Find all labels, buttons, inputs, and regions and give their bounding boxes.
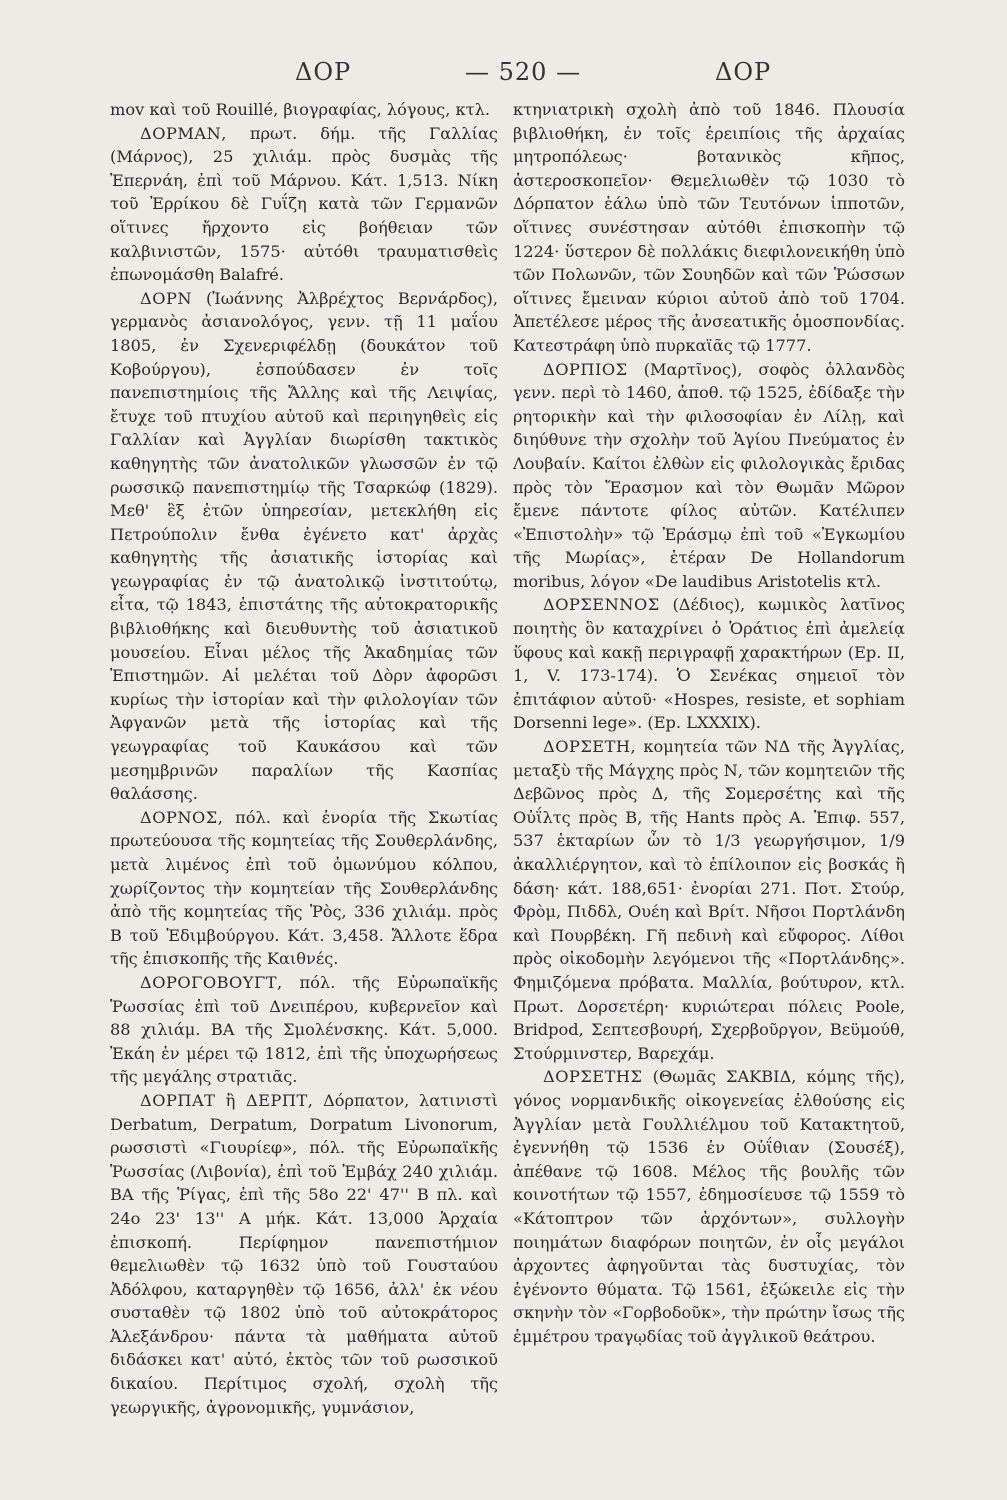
entry-continuation [110,98,498,122]
entry-dorseti [513,735,905,1065]
entry-headword: ΔΟΡΣΕΝΝΟΣ [543,595,660,615]
entry-text: mov καὶ τοῦ Rouillé, βιογραφίας, λόγους, κτλ. [110,100,491,119]
entry-text: (Ἰωάννης Ἀλβρέχτος Βερνάρδος), γερμανὸς ἀσιανολόγος, γενν. τῇ 11 μαΐου 1805, ἐν Σχενεριφέλδῃ (δουκάτον τοῦ Κοβούργου), ἐσπούδασεν ἐν τοῖς πανεπιστημίοις τῆς Ἄλλης καὶ τῆς Λειψίας, ἔτυχε τοῦ πτυχίου αὐτοῦ καὶ περιηγηθεὶς εἰς Γαλλίαν καὶ Ἀγγλίαν διωρίσθη τακτικὸς καθηγητὴς τῶν ἀνατολικῶν γλωσσῶν ἐν τῷ ρωσσικῷ πανεπιστημίῳ τῆς Τσαρκώφ (1829). Μεθ' ἓξ ἐτῶν ὑπηρεσίαν, μετεκλήθη εἰς Πετρούπολιν ἔνθα ἐγένετο κατ' ἀρχὰς καθηγητὴς τῆς ἀσιατικῆς ἱστορίας καὶ γεωγραφίας ἐν τῷ ἀνατολικῷ ἰνστιτούτῳ, εἶτα, τῷ 1843, ἐπιστάτης τῆς αὐτοκρατορικῆς βιβλιοθήκης καὶ διευθυντὴς τοῦ ἀσιατικοῦ μουσείου. Εἶναι μέλος τῆς Ἀκαδημίας τῶν Ἐπιστημῶν. Αἱ μελέται τοῦ Δὸρν ἀφορῶσι κυρίως τὴν ἱστορίαν καὶ τὴν φιλολογίαν τῶν Ἀφγανῶν μετὰ τῆς ἱστορίας καὶ τῆς γεωγραφίας τοῦ Καυκάσου καὶ τῶν μεσημβρινῶν παραλίων τῆς Κασπίας θαλάσσης. [110,288,498,804]
entry-headword: ΔΟΡΜΑΝ, [140,123,227,143]
entry-text: Δόρπατον, λατινιστὶ Derbatum, Derpatum, Dorpatum Livonorum, ρωσσιστὶ «Γιουρίεφ», πόλ. τῆς Εὐρωπαϊκῆς Ῥωσσίας (Λιβονία), ἐπὶ τοῦ Ἐμβάχ 240 χιλιάμ. ΒΑ τῆς Ῥίγας, ἐπὶ τῆς 58ο 22' 47'' Β πλ. καὶ 24ο 23' 13'' Α μήκ. Κάτ. 13,000 Ἀρχαία ἐπισκοπή. Περίφημον πανεπιστήμιον θεμελιωθὲν τῷ 1632 ὑπὸ τοῦ Γουσταύου Ἀδόλφου, καταργηθὲν τῷ 1656, ἀλλ' ἐκ νέου συσταθὲν τῷ 1802 ὑπὸ τοῦ αὐτοκράτορος Ἀλεξάνδρου· πάντα τὰ μαθήματα αὐτοῦ διδάσκει κατ' αὐτό, ἐκτὸς τῶν τοῦ ρωσσικοῦ δικαίου. Περίτιμος σχολή, σχολὴ τῆς γεωργικῆς, ἀγρονομικῆς, γυμνάσιον, [110,1090,499,1417]
entry-dorogobouzh [110,971,498,1089]
entry-text: πρωτ. δήμ. τῆς Γαλλίας (Μάρνος), 25 χιλιάμ. πρὸς δυσμὰς τῆς Ἐπερνάη, ἐπὶ τοῦ Μάρνου. Κάτ. 1,513. Νίκη τοῦ Ἐρρίκου δὲ Γυΐζη κατὰ τῶν Γερμανῶν οἵτινες ἤρχοντο εἰς βοήθειαν τῶν καλβινιστῶν, 1575· αὐτόθι τραυματισθεὶς ἐπωνομάσθη Balafré. [110,123,498,285]
entry-headword: ΔΟΡΠΑΤ ἢ ΔΕΡΠΤ, [140,1090,314,1110]
entry-headword: ΔΟΡΝΟΣ, [140,807,224,827]
entry-text: κτηνιατρικὴ σχολὴ ἀπὸ τοῦ 1846. Πλουσία βιβλιοθήκη, ἐν τοῖς ἐρειπίοις τῆς ἀρχαίας μητροπόλεως· βοτανικὸς κῆπος, ἀστεροσκοπεῖον· Θεμελιωθὲν τῷ 1030 τὸ Δόρπατον ἑάλω ὑπὸ τῶν Τευτόνων ἱπποτῶν, οἵτινες συνέστησαν αὐτόθι ἐπισκοπὴν τῷ 1224· ὕστερον δὲ πολλάκις διεφιλονεικήθη ὑπὸ τῶν Πολωνῶν, τῶν Σουηδῶν καὶ τῶν Ῥώσσων οἵτινες ἔμειναν κύριοι αὐτοῦ ἀπὸ τοῦ 1704. Ἀπετέλεσε μέρος τῆς ἀνσεατικῆς ὁμοσπονδίας. Κατεστράφη ὑπὸ πυρκαϊᾶς τῷ 1777. [513,100,905,355]
entry-dorsennos [513,593,905,735]
entry-text: πόλ. τῆς Εὐρωπαϊκῆς Ῥωσσίας ἐπὶ τοῦ Δνειπέρου, κυβερνεῖον καὶ 88 χιλιάμ. ΒΑ τῆς Σμολένσκης. Κάτ. 5,000. Ἐκάη ἐν μέρει τῷ 1812, ἐπὶ τῆς ὑποχωρήσεως τῆς μεγάλης στρατιᾶς. [110,972,498,1087]
entry-dorpat [110,1089,498,1419]
entry-headword: ΔΟΡΝ [140,288,193,308]
entry-text: πόλ. καὶ ἐνορία τῆς Σκωτίας πρωτεύουσα τῆς κομητείας τῆς Σουθερλάνδης, μετὰ λιμένος ἐπὶ τοῦ ὁμωνύμου κόλπου, χωρίζοντος τὴν κομητείαν τῆς Σουθερλάνδης ἀπὸ τῆς κομητείας τῆς Ῥὸς, 336 χιλιάμ. πρὸς Β τοῦ Ἐδιμβούργου. Κάτ. 3,458. Ἄλλοτε ἕδρα τῆς ἐπισκοπῆς τῆς Καιθνές. [110,807,498,969]
entry-headword: ΔΟΡΠΙΟΣ [543,359,628,379]
entry-text: (Μαρτῖνος), σοφὸς ὁλλανδὸς γενν. περὶ τὸ 1460, ἀποθ. τῷ 1525, ἐδίδαξε τὴν ρητορικὴν καὶ τὴν φιλοσοφίαν ἐν Λίλῃ, καὶ διηύθυνε τὴν σχολὴν τοῦ Ἁγίου Πνεύματος ἐν Λουβαίν. Καίτοι ἐλθὼν εἰς φιλολογικὰς ἔριδας πρὸς τὸν Ἔρασμον καὶ τὸν Θωμᾶν Μῶρον ἔμενε πάντοτε φίλος αὐτῶν. Κατέλιπεν «Ἐπιστολὴν» τῷ Ἐράσμῳ ἐπὶ τοῦ «Ἐγκωμίου τῆς Μωρίας», ἑτέραν De Hollandorum moribus, λόγον «De laudibus Aristotelis κτλ. [513,359,905,591]
entry-text: (Θωμᾶς ΣΑΚΒΙΔ, κόμης τῆς), γόνος νορμανδικῆς οἰκογενείας ἐλθούσης εἰς Ἀγγλίαν μετὰ Γουλλιέλμου τοῦ Κατακτητοῦ, ἐγεννήθη τῷ 1536 ἐν Οὐΐθιαν (Σουσέξ), ἀπέθανε τῷ 1608. Μέλος τῆς βουλῆς τῶν κοινοτήτων τῷ 1557, ἐδημοσίευσε τῷ 1559 τὸ «Κάτοπτρον τῶν ἀρχόντων», συλλογὴν ποιημάτων διαφόρων ποιητῶν, ἐν οἷς μεγάλοι ἀρχοντες ἀφηγοῦνται τὰς δυστυχίας, τὸν ἐγένοντο θύματα. Τῷ 1561, ἐξώκειλε εἰς τὴν σκηνὴν τὸν «Γορβοδοῦκ», τὴν πρώτην ἴσως τῆς ἐμμέτρου τραγῳδίας τοῦ ἀγγλικοῦ θεάτρου. [513,1067,905,1346]
running-head-left: ΔΟΡ [295,58,352,86]
left-column [110,98,498,1419]
page-header [100,58,920,94]
entry-dorn [110,287,498,806]
entry-dornos [110,806,498,971]
entry-dorsetis [513,1065,905,1348]
entry-headword: ΔΟΡΟΓΟΒΟΥΓΤ, [140,972,283,992]
page-number: — 520 — [465,58,582,86]
entry-text: (Δέδιος), κωμικὸς λατῖνος ποιητὴς ὃν καταχρίνει ὁ Ὁράτιος ἐπὶ ἀμελείᾳ ὕφους καὶ κακῇ περιγραφῇ χαρακτήρων (Ep. II, 1, V. 173-174). Ὁ Σενέκας σημειοῖ τὸν ἐπιτάφιον αὐτοῦ· «Hospes, resiste, et sophiam Dorsenni lege». (Ep. LXXXIX). [513,595,905,733]
entry-headword: ΔΟΡΣΕΤΗΣ [543,1067,643,1087]
entry-text: κομητεία τῶν ΝΔ τῆς Ἀγγλίας, μεταξὺ τῆς Μάγχης πρὸς Ν, τῶν κομητειῶν τῆς Δεβῶνος πρὸς Δ, τῆς Σομερσέτης καὶ τῆς Οὐΐλτς πρὸς Β, τῆς Hants πρὸς Α. Ἐπιφ. 557, 537 ἑκταρίων ὧν τὸ 1/3 γεωργήσιμον, 1/9 ἀκαλλιέργητον, καὶ τὸ ἐπίλοιπον εἰς βοσκάς ἢ δάση· κάτ. 188,651· ἐνορίαι 271. Ποτ. Στούρ, Φρὸμ, Πιδδλ, Ουέη καὶ Βρίτ. Νῆσοι Πορτλάνδη καὶ Πουρβέκη. Γῆ πεδινὴ καὶ εὔφορος. Λίθοι πρὸς οἰκοδομὴν λεγόμενοι τῆς «Πορτλάνδης». Φημιζόμενα πρόβατα. Μαλλία, βούτυρον, κτλ. Πρωτ. Δορσετέρη· κυριώτεραι πόλεις Poole, Bridpod, Σεπτεσβουρή, Σχερβοῦργον, Βεϋμούθ, Στούρμινστερ, Βαρεχάμ. [513,737,905,1063]
right-column [513,98,905,1348]
entry-continuation [513,98,905,358]
entry-headword: ΔΟΡΣΕΤΗ, [543,737,637,757]
entry-dorpios [513,358,905,594]
entry-dorman [110,122,498,287]
running-head-right: ΔΟΡ [715,58,772,86]
